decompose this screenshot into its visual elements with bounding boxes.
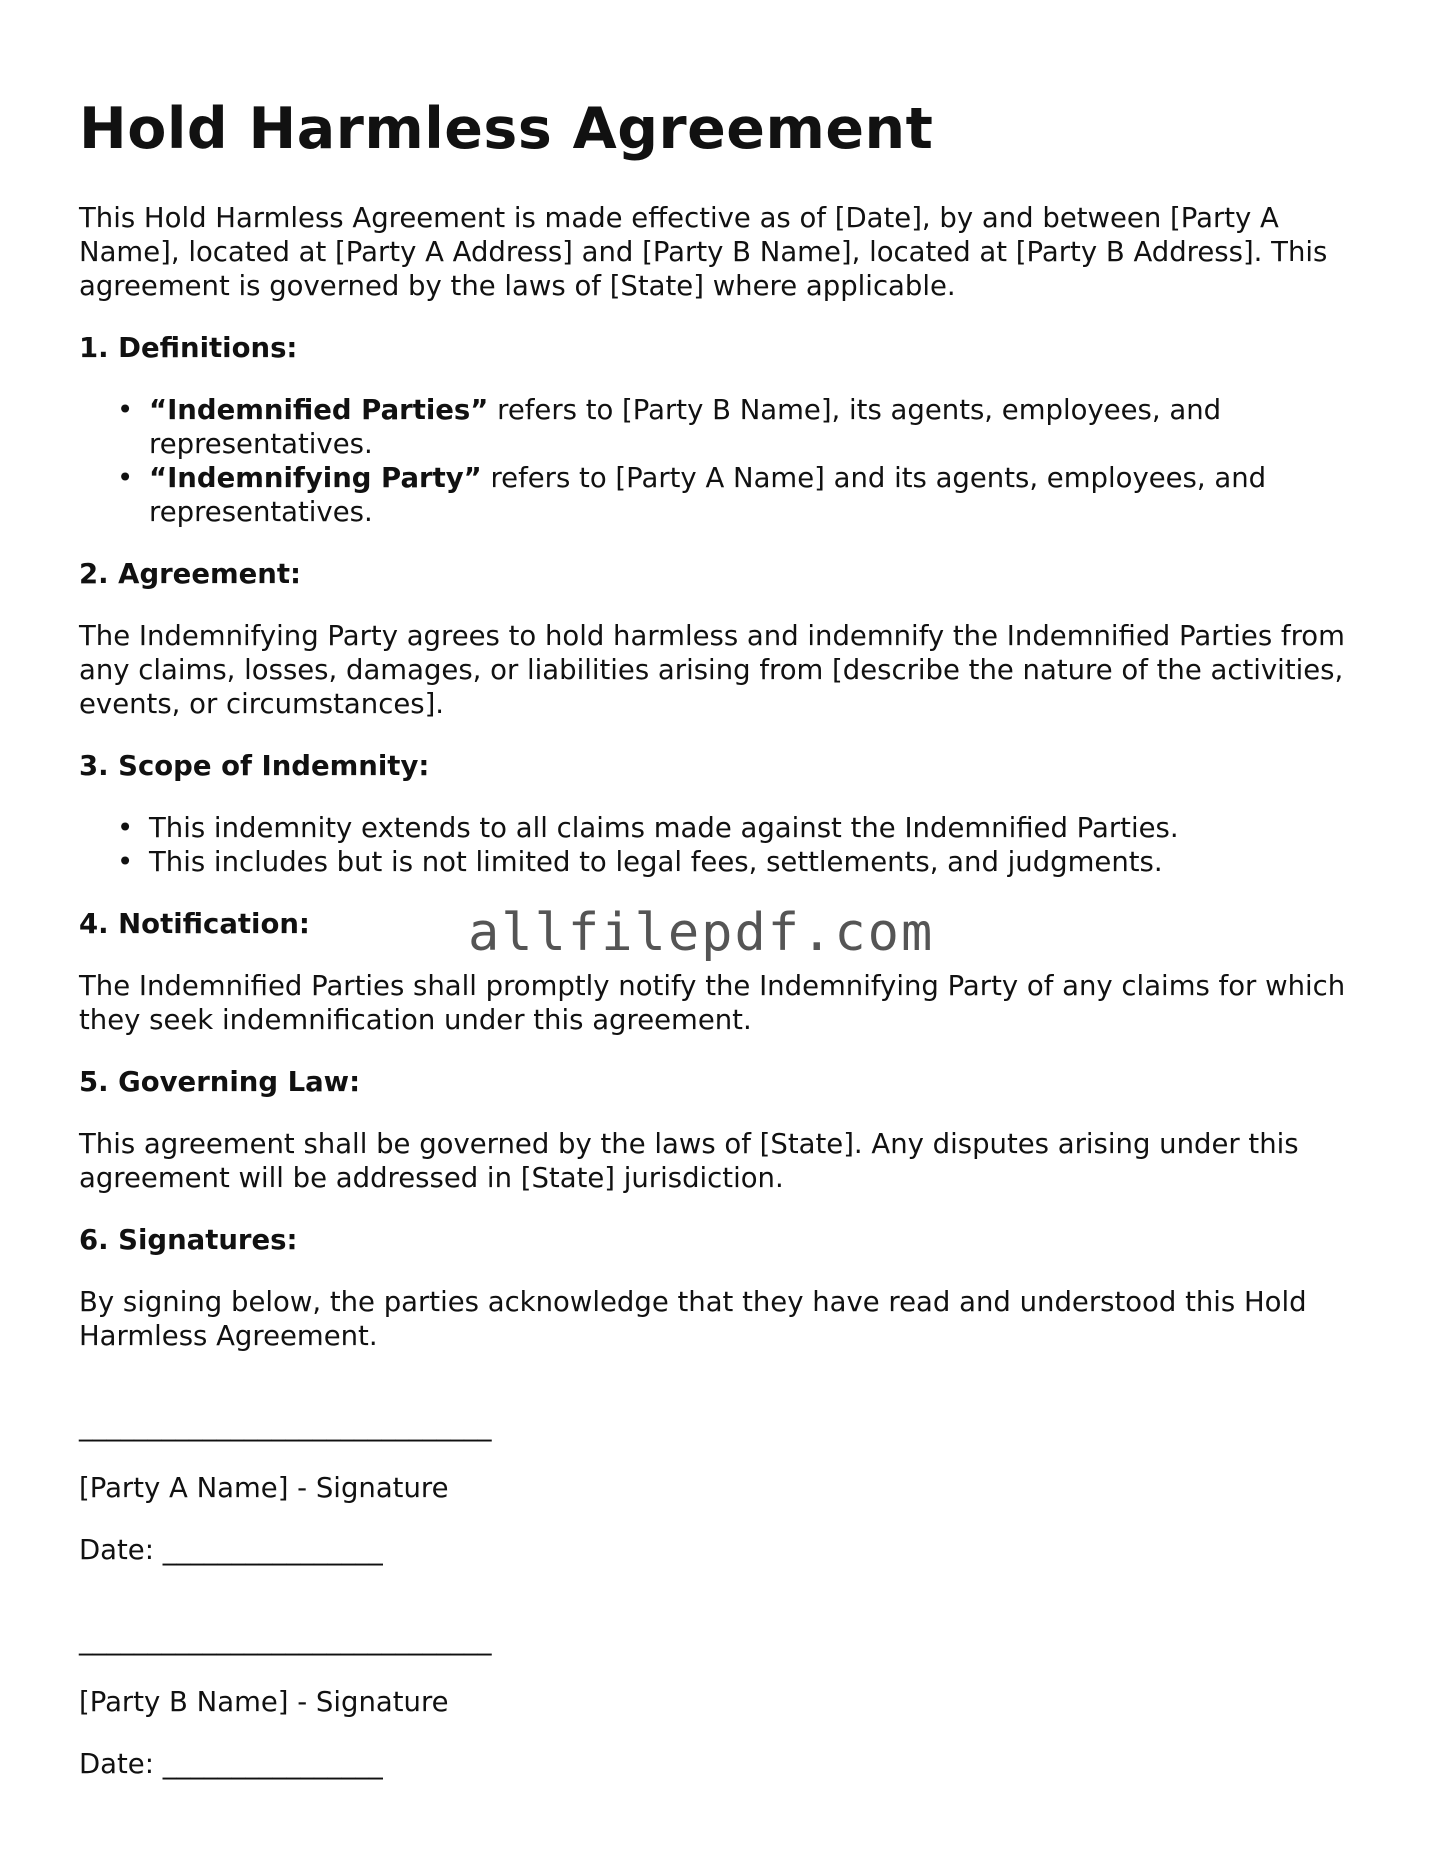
governing-law-paragraph: This agreement shall be governed by the laws of [State]. Any disputes arising under this agreement will be addressed in [State] jurisdiction.	[79, 1127, 1299, 1194]
party-b-signature-line: ______________________________	[79, 1623, 492, 1656]
party-a-signature-label: [Party A Name] - Signature	[79, 1471, 449, 1504]
definitions-heading: 1. Definitions:	[79, 331, 298, 364]
document-title: Hold Harmless Agreement	[79, 96, 934, 162]
party-a-date-line: Date: ________________	[79, 1533, 383, 1566]
definition-term: “Indemnified Parties”	[149, 393, 489, 426]
notification-paragraph: The Indemnified Parties shall promptly notify the Indemnifying Party of any claims for which they seek indemnification under this agreement.	[79, 969, 1346, 1036]
definition-term: “Indemnifying Party”	[149, 461, 482, 494]
agreement-paragraph: The Indemnifying Party agrees to hold harmless and indemnify the Indemnified Parties from any claims, losses, damages, or liabilities arising from [describe the nature of the activities, events, or circumstances].	[79, 619, 1345, 720]
definition-text: refers to [Party B Name], its agents, employees, and representatives.	[149, 393, 1222, 460]
list-item: • This indemnity extends to all claims made against the Indemnified Parties.	[149, 811, 1379, 845]
watermark: allfilepdf.com	[468, 903, 935, 963]
agreement-heading: 2. Agreement:	[79, 557, 302, 590]
intro-paragraph: This Hold Harmless Agreement is made effective as of [Date], by and between [Party A Name], located at [Party A Address] and [Party B Name], located at [Party B Address]. This agreement is governed by the laws of [State] where applicable.	[79, 201, 1328, 302]
signatures-paragraph: By signing below, the parties acknowledge that they have read and understood this Hold Harmless Agreement.	[79, 1285, 1307, 1352]
list-item	[149, 461, 1379, 529]
definition-text: refers to [Party A Name] and its agents, employees, and representatives.	[149, 461, 1267, 528]
notification-heading: 4. Notification:	[79, 907, 310, 940]
party-b-signature-label: [Party B Name] - Signature	[79, 1685, 449, 1718]
party-b-date-line: Date: ________________	[79, 1747, 383, 1780]
party-a-signature-line: ______________________________	[79, 1409, 492, 1442]
definitions-list	[79, 393, 1379, 529]
governing-law-heading: 5. Governing Law:	[79, 1065, 361, 1098]
list-item	[149, 393, 1379, 461]
scope-list	[79, 811, 1379, 879]
list-item: • This includes but is not limited to legal fees, settlements, and judgments.	[149, 845, 1379, 879]
scope-heading: 3. Scope of Indemnity:	[79, 749, 430, 782]
signatures-heading: 6. Signatures:	[79, 1223, 298, 1256]
